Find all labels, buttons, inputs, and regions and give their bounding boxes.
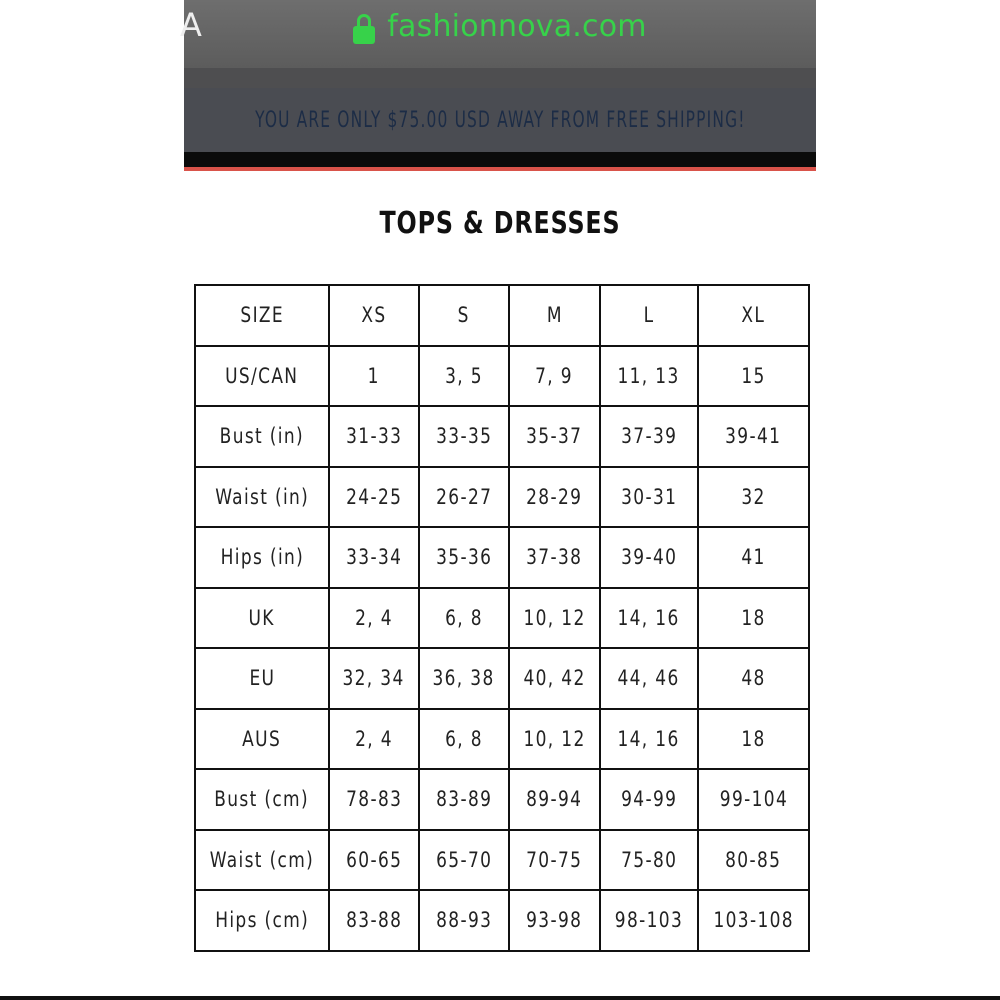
size-chart-row-label xyxy=(195,467,329,528)
size-chart-cell-text: US/CAN xyxy=(225,363,299,388)
size-chart-cell-text: 32, 34 xyxy=(342,666,406,691)
size-chart-row-label xyxy=(195,588,329,649)
size-chart-cell-text: 39-41 xyxy=(725,424,782,449)
size-chart-cell xyxy=(419,467,509,528)
browser-address-bar[interactable] xyxy=(180,0,816,68)
size-chart-cell xyxy=(329,527,419,588)
size-chart-cell xyxy=(698,769,809,830)
size-chart-cell xyxy=(329,285,419,346)
size-chart-cell-text: Hips (cm) xyxy=(215,908,309,933)
size-chart-row-label xyxy=(195,830,329,891)
size-chart-cell xyxy=(419,648,509,709)
size-chart-cell-text: 14, 16 xyxy=(617,605,681,630)
size-chart-cell-text: 15 xyxy=(741,363,766,388)
size-chart-cell-text: 33-35 xyxy=(435,424,493,449)
size-chart-cell-text: 44, 46 xyxy=(617,666,681,691)
size-chart-cell xyxy=(509,467,600,528)
size-chart-row-label xyxy=(195,406,329,467)
size-chart-row-label xyxy=(195,890,329,951)
size-chart-cell xyxy=(698,830,809,891)
size-chart-cell xyxy=(698,406,809,467)
size-chart-cell-text: 24-25 xyxy=(345,484,403,509)
size-chart-row xyxy=(195,709,809,770)
size-chart-header-row xyxy=(195,285,809,346)
size-chart-row xyxy=(195,648,809,709)
size-chart-cell-text: 31-33 xyxy=(345,424,403,449)
size-chart-cell xyxy=(698,648,809,709)
size-chart-cell-text: 35-36 xyxy=(435,545,493,570)
size-chart-cell-text: 83-89 xyxy=(435,787,493,812)
size-chart-row-label xyxy=(195,769,329,830)
size-chart-cell xyxy=(419,527,509,588)
size-chart-cell-text: 36, 38 xyxy=(432,666,496,691)
address-bar-edge-letter: A xyxy=(180,6,202,44)
size-chart-cell-text: 18 xyxy=(741,726,766,751)
size-chart-cell-text: AUS xyxy=(242,726,282,751)
size-chart-cell-text: XS xyxy=(361,303,387,328)
size-chart-cell-text: 75-80 xyxy=(620,847,678,872)
size-chart-cell xyxy=(329,406,419,467)
size-chart-cell xyxy=(600,648,698,709)
size-chart-cell-text: Bust (in) xyxy=(219,424,305,449)
size-chart-cell-text: 93-98 xyxy=(526,908,583,933)
size-chart-cell-text: 80-85 xyxy=(725,847,782,872)
size-chart-cell-text: 2, 4 xyxy=(355,605,393,630)
size-chart-row xyxy=(195,588,809,649)
size-chart-cell xyxy=(698,890,809,951)
size-chart-row xyxy=(195,346,809,407)
bottom-border xyxy=(0,996,1000,1000)
size-chart-cell-text: 40, 42 xyxy=(523,666,586,691)
size-chart-cell-text: 65-70 xyxy=(435,847,493,872)
size-chart-cell-text: 10, 12 xyxy=(523,726,586,751)
size-chart-cell xyxy=(600,769,698,830)
size-chart-cell xyxy=(600,830,698,891)
size-chart-cell xyxy=(698,709,809,770)
page-title: TOPS & DRESSES xyxy=(379,206,621,241)
size-chart-cell xyxy=(600,285,698,346)
size-chart-cell xyxy=(600,709,698,770)
size-chart-cell xyxy=(509,285,600,346)
size-chart-cell-text: 6, 8 xyxy=(445,605,483,630)
size-chart-cell-text: 48 xyxy=(741,666,766,691)
phone-screen xyxy=(180,0,816,1000)
size-chart-row-label xyxy=(195,709,329,770)
size-chart-cell xyxy=(329,709,419,770)
size-chart-cell xyxy=(419,709,509,770)
size-chart-cell-text: S xyxy=(457,303,471,328)
size-chart-cell-text: 78-83 xyxy=(345,787,403,812)
size-chart-row xyxy=(195,467,809,528)
size-chart-cell-text: 60-65 xyxy=(345,847,403,872)
size-chart-cell xyxy=(419,346,509,407)
size-chart-cell xyxy=(329,830,419,891)
size-chart-cell-text: 6, 8 xyxy=(445,726,483,751)
size-chart-cell xyxy=(329,769,419,830)
free-shipping-text: YOU ARE ONLY $75.00 USD AWAY FROM FREE SHIPPING! xyxy=(254,107,746,133)
size-chart-cell xyxy=(509,588,600,649)
size-chart-row xyxy=(195,527,809,588)
size-chart-table xyxy=(194,284,810,952)
size-chart-cell-text: 35-37 xyxy=(526,424,583,449)
size-chart-cell xyxy=(698,588,809,649)
size-chart-cell xyxy=(698,346,809,407)
size-chart-cell-text: Bust (cm) xyxy=(214,787,310,812)
size-chart-cell xyxy=(509,769,600,830)
header-strip xyxy=(184,68,816,88)
size-chart-cell xyxy=(419,890,509,951)
size-chart-cell-text: 32 xyxy=(741,484,766,509)
size-chart-cell-text: 26-27 xyxy=(435,484,493,509)
size-chart-cell-text: 30-31 xyxy=(620,484,678,509)
size-chart-cell-text: 41 xyxy=(741,545,766,570)
size-chart-cell-text: 99-104 xyxy=(719,787,788,812)
size-chart-cell-text: 28-29 xyxy=(526,484,583,509)
size-chart-cell xyxy=(419,588,509,649)
size-chart-cell-text: XL xyxy=(741,303,766,328)
size-chart-cell-text: 10, 12 xyxy=(523,605,586,630)
size-chart-cell xyxy=(509,890,600,951)
lock-icon xyxy=(353,14,375,44)
size-chart-cell xyxy=(509,406,600,467)
size-chart-cell xyxy=(329,588,419,649)
size-chart-row xyxy=(195,890,809,951)
size-chart-cell xyxy=(698,285,809,346)
size-chart-cell-text: 37-39 xyxy=(620,424,678,449)
size-chart-cell xyxy=(329,467,419,528)
size-chart-cell-text: UK xyxy=(248,605,276,630)
size-chart-cell-text: EU xyxy=(249,666,275,691)
size-chart-cell xyxy=(329,648,419,709)
size-chart-cell-text: 89-94 xyxy=(526,787,583,812)
size-chart-cell-text: M xyxy=(546,303,563,328)
size-chart-cell-text: 39-40 xyxy=(620,545,678,570)
size-chart-cell xyxy=(600,588,698,649)
free-shipping-banner xyxy=(184,88,816,152)
size-chart-cell-text: 98-103 xyxy=(614,908,684,933)
url-display[interactable] xyxy=(184,9,816,44)
size-chart-row-label xyxy=(195,285,329,346)
header-divider xyxy=(184,152,816,167)
size-chart-cell-text: 83-88 xyxy=(345,908,403,933)
size-chart-cell-text: 7, 9 xyxy=(535,363,574,388)
size-chart-cell xyxy=(698,527,809,588)
size-chart-cell xyxy=(509,648,600,709)
size-chart-row-label xyxy=(195,346,329,407)
size-chart-cell xyxy=(419,830,509,891)
size-chart-cell xyxy=(329,346,419,407)
size-chart-cell xyxy=(509,830,600,891)
size-chart-cell-text: 88-93 xyxy=(435,908,493,933)
size-chart-cell xyxy=(698,467,809,528)
size-chart-cell xyxy=(600,527,698,588)
size-chart-cell-text: 2, 4 xyxy=(355,726,393,751)
size-chart-cell xyxy=(509,709,600,770)
size-chart-row xyxy=(195,830,809,891)
size-chart-cell-text: Waist (in) xyxy=(215,484,309,509)
size-chart-cell-text: L xyxy=(643,303,655,328)
size-chart-cell-text: 103-108 xyxy=(713,908,794,933)
size-chart-cell-text: Hips (in) xyxy=(220,545,304,570)
size-chart-row-label xyxy=(195,527,329,588)
size-chart-cell xyxy=(419,406,509,467)
size-chart-cell-text: 1 xyxy=(367,363,381,388)
accent-divider xyxy=(184,167,816,171)
size-chart-cell xyxy=(600,406,698,467)
size-chart-cell-text: 3, 5 xyxy=(445,363,483,388)
size-chart-cell-text: 70-75 xyxy=(526,847,583,872)
size-chart-cell xyxy=(419,285,509,346)
size-chart-row xyxy=(195,769,809,830)
size-chart-cell xyxy=(419,769,509,830)
size-chart-cell-text: Waist (cm) xyxy=(209,847,315,872)
size-chart-cell-text: 37-38 xyxy=(526,545,583,570)
url-text[interactable]: fashionnova.com xyxy=(387,9,647,44)
size-chart-cell-text: 94-99 xyxy=(620,787,678,812)
size-chart-cell xyxy=(509,527,600,588)
size-chart-cell xyxy=(600,467,698,528)
size-chart-cell xyxy=(509,346,600,407)
size-chart-cell-text: 18 xyxy=(741,605,766,630)
size-chart-cell-text: 33-34 xyxy=(345,545,403,570)
size-chart-cell xyxy=(600,346,698,407)
size-chart-cell xyxy=(600,890,698,951)
size-chart-cell xyxy=(329,890,419,951)
size-chart-row-label xyxy=(195,648,329,709)
size-chart-row xyxy=(195,406,809,467)
size-chart-cell-text: 11, 13 xyxy=(617,363,681,388)
size-chart-cell-text: 14, 16 xyxy=(617,726,681,751)
size-chart-cell-text: SIZE xyxy=(240,303,284,328)
